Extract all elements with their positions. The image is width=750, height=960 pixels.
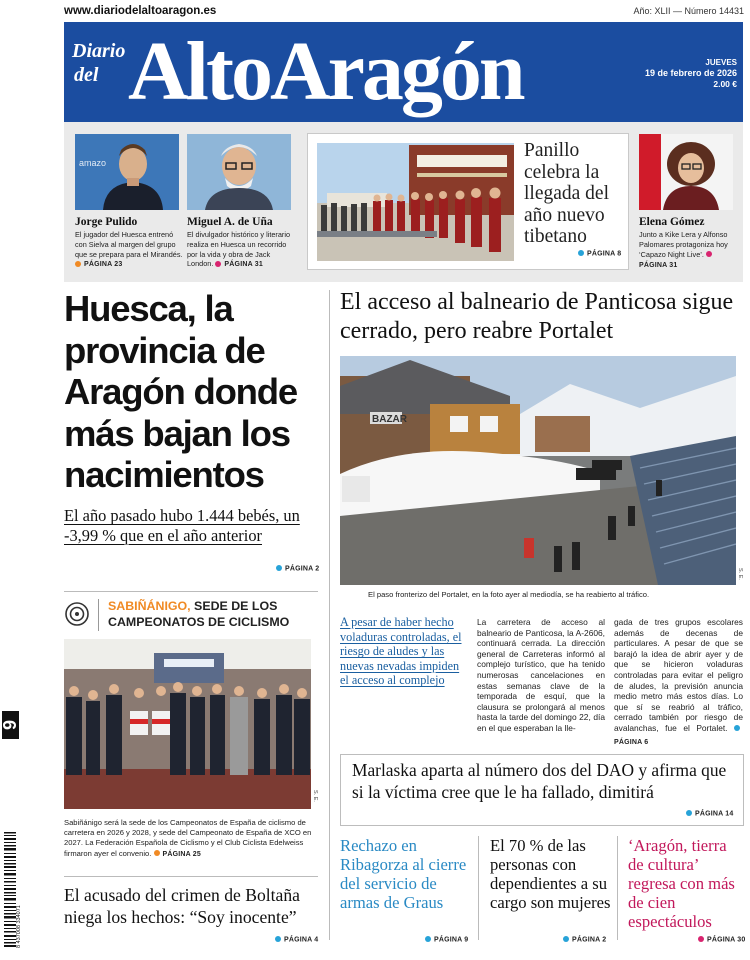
masthead-day: JUEVES [705, 58, 737, 67]
cycling-photo-credit: S. E. [312, 790, 318, 802]
masthead-title: AltoAragón [128, 25, 523, 118]
barcode-number: 8 437008 334071 [16, 905, 22, 948]
bottom-divider-1 [478, 836, 479, 940]
jorge-pulido-page[interactable]: PÁGINA 23 [75, 261, 123, 268]
lead-headline[interactable]: Huesca, la provincia de Aragón donde más bajan los nacimientos [64, 288, 297, 495]
dot-icon [698, 936, 704, 942]
lead-page[interactable]: PÁGINA 2 [276, 565, 319, 573]
panticosa-body-col1: La carretera de acceso al balneario de Panticosa, la A-2606, continuará cerrada. La dirección general de Carreteras informó al complejo turístico, que ha tenido numerosas cancelaciones en estas semanas clave de la temporada de esquí, que la clausura se prolongará al menos hasta la tarde del domingo 22, día en el que esperaban la lle- [477, 617, 605, 733]
website-url[interactable]: www.diariodelaltoaragon.es [64, 5, 217, 17]
panillo-page[interactable]: PÁGINA 8 [578, 250, 621, 258]
dependientes-page[interactable]: PÁGINA 2 [563, 936, 606, 944]
miguel-de-una-text-body: El divulgador histórico y literario realiza en Huesca un recorrido por la vida y obra de Jack London. [187, 230, 291, 269]
elena-gomez-name: Elena Gómez [639, 216, 705, 228]
jorge-pulido-text-body: El jugador del Huesca entrenó con Sielva al margen del grupo que se prepara para el Mirandés. [75, 230, 183, 259]
cycling-photo[interactable] [64, 639, 311, 809]
masthead [64, 22, 743, 122]
dot-icon [563, 936, 569, 942]
elena-gomez-photo[interactable] [639, 134, 733, 210]
bottom-divider-2 [617, 836, 618, 940]
cycling-logo-divider [98, 599, 99, 631]
dot-icon [686, 810, 692, 816]
dot-icon [706, 251, 712, 257]
marlaska-headline[interactable]: Marlaska aparta al número dos del DAO y afirma que si la víctima cree que le ha fallado, dimitirá [352, 760, 727, 802]
cycling-location: SABIÑÁNIGO, [108, 599, 191, 613]
cycling-title[interactable] [108, 599, 322, 630]
cycling-top-rule [64, 591, 318, 592]
dot-icon [75, 261, 81, 267]
masthead-price: 2.00 € [713, 79, 737, 89]
issue-digit: 9 [0, 719, 21, 731]
cycling-caption [64, 818, 320, 860]
dependientes-headline[interactable]: El 70 % de las personas con dependientes a su cargo son mujeres [490, 836, 611, 912]
lead-subhead-text: El año pasado hubo 1.444 bebés, un -3,99 % que en el año anterior [64, 506, 300, 545]
panticosa-page[interactable]: PÁGINA 6 [614, 726, 743, 746]
cycling-logo [64, 601, 90, 627]
marlaska-page[interactable]: PÁGINA 14 [686, 810, 734, 818]
panticosa-photo[interactable] [340, 356, 736, 585]
issue-digit-box [2, 711, 19, 739]
elena-gomez-text-body: Junto a Kike Lera y Alfonso Palomares protagoniza hoy ‘Capazo Night Live’. [639, 230, 728, 259]
panticosa-deck-text: A pesar de haber hecho voladuras controladas, el riesgo de aludes y las nuevas nevadas impiden el acceso al complejo [340, 615, 462, 688]
person-illustration-icon [639, 134, 733, 210]
person-illustration-icon [187, 134, 291, 210]
miguel-de-una-name: Miguel A. de Uña [187, 216, 273, 228]
ribagorza-headline[interactable]: Rechazo en Ribagorza al cierre del servicio de armas de Graus [340, 836, 467, 912]
cycling-caption-text: Sabiñánigo será la sede de los Campeonatos de España de ciclismo de carretera en 2026 y 2028, y sede del Campeonato de España de XCO en 2027. La Federación Española de Ciclismo y el Club Ciclista Edelweiss firmaron ayer el convenio. [64, 818, 312, 858]
panticosa-body-col2 [614, 617, 743, 748]
dot-icon [154, 850, 160, 856]
cycling-title-rest: SEDE DE LOS CAMPEONATOS DE CICLISMO [108, 599, 290, 629]
panillo-photo[interactable] [317, 143, 514, 261]
dot-icon [734, 725, 740, 731]
boltana-top-rule [64, 876, 318, 877]
cycling-page[interactable]: PÁGINA 25 [154, 851, 202, 858]
dot-icon [276, 565, 282, 571]
masthead-date: 19 de febrero de 2026 [644, 68, 737, 78]
dot-icon [275, 936, 281, 942]
broadcast-ring-icon [64, 601, 90, 627]
panticosa-headline[interactable]: El acceso al balneario de Panticosa sigue cerrado, pero reabre Portalet [340, 289, 734, 344]
jorge-pulido-photo[interactable] [75, 134, 179, 210]
bazar-sign-text: BAZAR [372, 414, 407, 425]
miguel-de-una-photo[interactable] [187, 134, 291, 210]
column-divider [329, 290, 330, 940]
dot-icon [425, 936, 431, 942]
issue-number: Año: XLII — Número 14431 [633, 6, 744, 16]
svg-text:amazo: amazo [79, 158, 107, 168]
panticosa-body-col2-text: gada de tres grupos escolares además de decenas de particulares. A pesar de que se barajó la idea de abrir ayer y de que se hicieron voladuras controladas para evitar el peligro de aludes, la previsión anuncia medio metro más estos días. Lo que sí se reabrió al tráfico, cerrado también por riesgo de avalanchas, fue el Portalet. [614, 617, 743, 733]
panticosa-caption: El paso fronterizo del Portalet, en la foto ayer al mediodía, se ha reabierto al tráfico. [368, 590, 650, 599]
tibetan-ceremony-illustration-icon [317, 143, 514, 261]
miguel-de-una-page[interactable]: PÁGINA 31 [215, 261, 263, 268]
ribagorza-page[interactable]: PÁGINA 9 [425, 936, 468, 944]
cultura-page[interactable]: PÁGINA 30 [698, 936, 746, 944]
boltana-page[interactable]: PÁGINA 4 [275, 936, 318, 944]
person-illustration-icon [75, 134, 179, 210]
dot-icon [215, 261, 221, 267]
snowy-border-pass-illustration-icon [340, 356, 736, 585]
jorge-pulido-text [75, 230, 183, 270]
masthead-small-del: del [74, 64, 99, 86]
lead-subhead[interactable] [64, 506, 322, 545]
cultura-headline[interactable]: ‘Aragón, tierra de cultura’ regresa con más de cien espectáculos [628, 836, 735, 931]
dot-icon [578, 250, 584, 256]
elena-gomez-text [639, 230, 741, 271]
masthead-small-diario: Diario [72, 40, 126, 62]
cycling-press-illustration-icon [64, 639, 311, 809]
panillo-title[interactable]: Panillo celebra la llegada del año nuevo tibetano [524, 140, 609, 247]
panticosa-deck[interactable] [340, 615, 470, 688]
jorge-pulido-name: Jorge Pulido [75, 216, 138, 228]
boltana-headline[interactable]: El acusado del crimen de Boltaña niega los hechos: “Soy inocente” [64, 885, 300, 927]
panticosa-photo-credit: S. E. [737, 568, 743, 580]
miguel-de-una-text [187, 230, 297, 270]
elena-gomez-page[interactable]: PÁGINA 31 [639, 252, 715, 270]
